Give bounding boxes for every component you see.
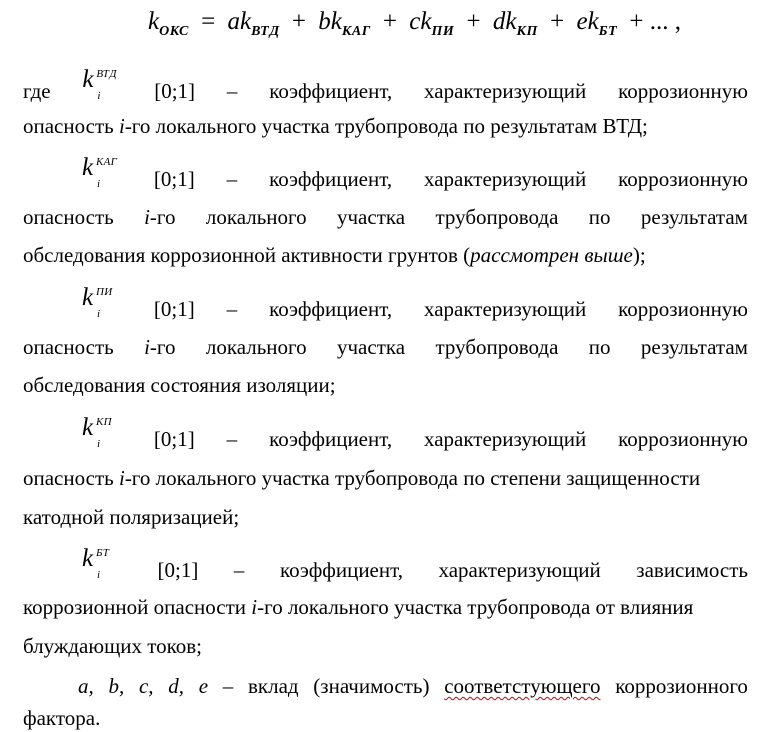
formula-term-5: ek (576, 8, 599, 35)
k-symbol (82, 66, 122, 102)
text: -го локального участка трубопровода по степени защищенности (124, 466, 701, 490)
k-subscript: i (97, 569, 101, 581)
dash: – (222, 674, 234, 698)
formula-plus: + (466, 8, 481, 35)
word: характеризующий (438, 558, 601, 582)
k-letter: k (82, 154, 94, 181)
word: трубопровода (435, 205, 559, 229)
word: характеризующий (424, 79, 587, 103)
text-italic: i (144, 205, 150, 229)
def3-line1 (82, 284, 748, 321)
k-letter: k (82, 66, 94, 93)
k-letter: k (82, 545, 94, 572)
dash: – (226, 167, 238, 191)
text: опасность (23, 466, 119, 490)
word: коэффициент, (279, 558, 403, 582)
def3-line3: обследования состояния изоляции; (23, 373, 336, 397)
var: b, (108, 674, 125, 698)
text: коррозионной опасности (23, 595, 252, 619)
interval-text: [0;1] (153, 297, 195, 321)
formula-term-5-sub: БТ (598, 24, 618, 39)
formula-term-1-sub: ВТД (251, 24, 280, 39)
def1-line1 (23, 66, 748, 103)
k-superscript: КАГ (96, 156, 118, 168)
def3-line2 (23, 333, 748, 361)
word: коррозионного (615, 674, 748, 698)
formula-plus: + (291, 8, 306, 35)
word: коррозионную (618, 297, 748, 321)
k-subscript: i (97, 308, 101, 320)
text-italic: i (144, 335, 150, 359)
k-symbol (82, 154, 122, 190)
k-letter: k (82, 284, 94, 311)
text-italic: рассмотрен выше (470, 243, 633, 267)
word-i-go (144, 203, 175, 231)
formula-plus: + (550, 8, 565, 35)
k-superscript: КП (96, 416, 112, 428)
word: коррозионную (618, 79, 748, 103)
def5-line1 (82, 545, 748, 582)
word: по (588, 335, 611, 359)
dash: – (233, 558, 245, 582)
def5-line3: блуждающих токов; (23, 634, 203, 658)
text-italic: i (118, 466, 125, 490)
def4-line3: катодной поляризацией; (23, 505, 240, 529)
interval-text: [0;1] (153, 427, 195, 451)
dash: – (226, 427, 238, 451)
def2-line2 (23, 203, 748, 231)
word: локального (205, 335, 307, 359)
text-italic: i (118, 114, 125, 138)
k-symbol (82, 414, 122, 450)
k-subscript: i (97, 90, 101, 102)
text: опасность (23, 114, 119, 138)
word: локального (205, 205, 307, 229)
formula-term-4-sub: КП (516, 24, 538, 39)
k-superscript: ПИ (96, 286, 113, 298)
text: ); (632, 243, 646, 267)
def6-line2: фактора. (23, 706, 101, 730)
interval-text: [0;1] (153, 167, 195, 191)
var: a, (78, 674, 94, 698)
var: e (198, 674, 209, 698)
formula-term-2-sub: КАГ (341, 24, 371, 39)
interval-text: [0;1] (157, 558, 199, 582)
formula-term-4: dk (492, 8, 517, 35)
formula-term-3-sub: ПИ (431, 24, 455, 39)
text-italic: i (251, 595, 258, 619)
def4-line2 (23, 464, 748, 492)
word: коэффициент, (269, 297, 393, 321)
text: -го (149, 335, 176, 359)
word: коэффициент, (269, 167, 393, 191)
word: зависимость (636, 558, 748, 582)
word-i-go (144, 333, 175, 361)
def6-line1 (78, 672, 748, 700)
def5-line2 (23, 593, 748, 621)
misspelled-word: соответстующего (444, 674, 601, 698)
dash: – (226, 297, 238, 321)
def4-line1 (82, 414, 748, 451)
word: коррозионную (618, 427, 748, 451)
text: -го (149, 205, 176, 229)
word: (значимость) (313, 674, 430, 698)
word: результатам (640, 335, 748, 359)
k-symbol (82, 545, 122, 581)
main-formula (148, 4, 687, 50)
dash: – (226, 79, 238, 103)
word: коррозионную (618, 167, 748, 191)
word: характеризующий (424, 167, 587, 191)
var: c, (138, 674, 154, 698)
formula-equals: = (201, 8, 216, 35)
def1-where: где (23, 79, 51, 103)
k-symbol (82, 284, 122, 320)
var: d, (168, 674, 184, 698)
formula-term-3: ck (409, 8, 432, 35)
word: участка (337, 335, 406, 359)
word: опасность (23, 335, 114, 359)
formula-term-2: bk (318, 8, 342, 35)
k-letter: k (82, 414, 94, 441)
formula-tail: + ... , (629, 8, 681, 35)
word: характеризующий (424, 427, 587, 451)
word: участка (337, 205, 406, 229)
def1-interval (154, 77, 195, 105)
word: характеризующий (424, 297, 587, 321)
text: -го локального участка трубопровода по результатам ВТД; (124, 114, 648, 138)
text: обследования коррозионной активности грунтов ( (23, 243, 471, 267)
k-subscript: i (97, 438, 101, 450)
def2-line3 (23, 241, 748, 269)
interval-text: [0;1] (154, 79, 196, 103)
def2-line1 (82, 154, 748, 191)
word: коэффициент, (269, 427, 393, 451)
k-superscript: ВТД (96, 68, 117, 80)
word: трубопровода (435, 335, 559, 359)
formula-term-1: ak (227, 8, 252, 35)
word: вклад (247, 674, 299, 698)
word: опасность (23, 205, 114, 229)
word: по (588, 205, 611, 229)
formula-lhs: k (148, 8, 160, 35)
k-superscript: БТ (96, 547, 110, 559)
def1-line2 (23, 112, 748, 140)
formula-plus: + (382, 8, 398, 35)
text: -го локального участка трубопровода от влияния (257, 595, 694, 619)
k-subscript: i (97, 178, 101, 190)
formula-lhs-sub: ОКС (159, 24, 189, 39)
word: результатам (640, 205, 748, 229)
word: коэффициент, (269, 79, 393, 103)
